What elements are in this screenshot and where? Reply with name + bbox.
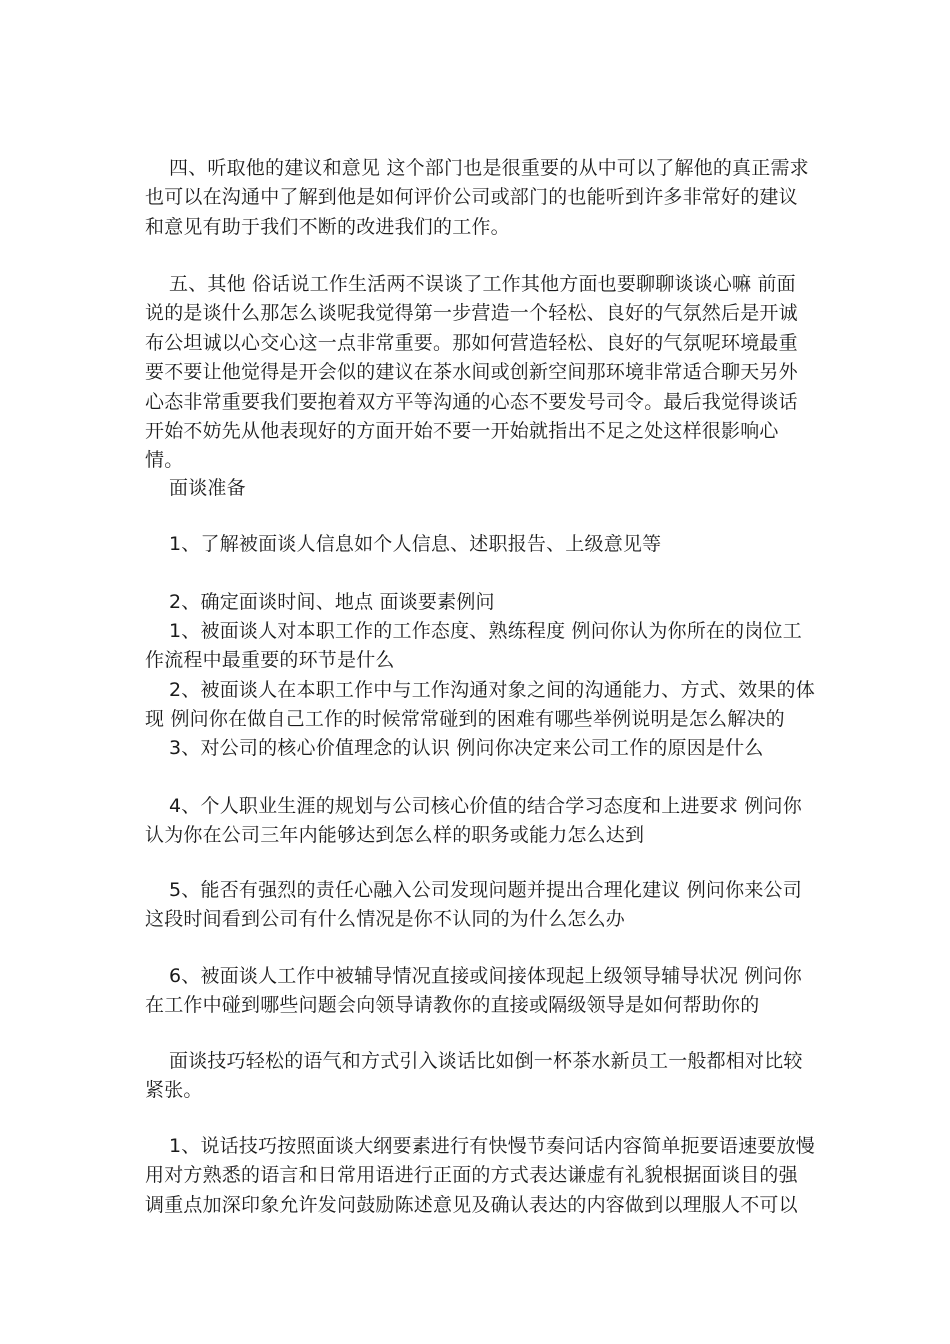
list-item-element-3: 3、对公司的核心价值理念的认识 例问你决定来公司工作的原因是什么 [169, 737, 764, 759]
list-item-prep-1: 1、了解被面谈人信息如个人信息、述职报告、上级意见等 [169, 533, 662, 555]
list-item-element-6: 6、被面谈人工作中被辅导情况直接或间接体现起上级领导辅导状况 例问你在工作中碰到哪些问题会向领导请教你的直接或隔级领导是如何帮助你的 [145, 965, 802, 1017]
paragraph-other: 五、其他 俗话说工作生活两不误谈了工作其他方面也要聊聊谈谈心嘛 前面说的是谈什么那怎么谈呢我觉得第一步营造一个轻松、良好的气氛然后是开诚布公坦诚以心交心这一点非常重要。那如何营造轻松、良好的气氛呢环境最重要不要让他觉得是开会似的建议在茶水间或创新空间那环境非常适合聊天另外心态非常重要我们要抱着双方平等沟通的心态不要发号司令。最后我觉得谈话开始不妨先从他表现好的方面开始不要一开始就指出不足之处这样很影响心情。 [145, 273, 798, 472]
heading-interview-preparation: 面谈准备 [169, 477, 246, 499]
paragraph-interview-skills: 面谈技巧轻松的语气和方式引入谈话比如倒一杯茶水新员工一般都相对比较紧张。 [145, 1050, 803, 1102]
list-item-element-5: 5、能否有强烈的责任心融入公司发现问题并提出合理化建议 例问你来公司这段时间看到公司有什么情况是你不认同的为什么怎么办 [145, 879, 802, 931]
list-item-speaking-skills: 1、说话技巧按照面谈大纲要素进行有快慢节奏问话内容简单扼要语速要放慢用对方熟悉的语言和日常用语进行正面的方式表达谦虚有礼貌根据面谈目的强调重点加深印象允许发问鼓励陈述意见及确认表达的内容做到以理服人不可以 [145, 1135, 815, 1216]
paragraph-listen-suggestions: 四、听取他的建议和意见 这个部门也是很重要的从中可以了解他的真正需求也可以在沟通中了解到他是如何评价公司或部门的也能听到许多非常好的建议和意见有助于我们不断的改进我们的工作。 [145, 157, 809, 238]
list-item-element-2: 2、被面谈人在本职工作中与工作沟通对象之间的沟通能力、方式、效果的体现 例问你在做自己工作的时候常常碰到的困难有哪些举例说明是怎么解决的 [145, 679, 815, 731]
list-item-element-4: 4、个人职业生涯的规划与公司核心价值的结合学习态度和上进要求 例问你认为你在公司三年内能够达到怎么样的职务或能力怎么达到 [145, 795, 802, 847]
list-item-element-1: 1、被面谈人对本职工作的工作态度、熟练程度 例问你认为你所在的岗位工作流程中最重要的环节是什么 [145, 620, 802, 672]
list-item-prep-2: 2、确定面谈时间、地点 面谈要素例问 [169, 591, 495, 613]
